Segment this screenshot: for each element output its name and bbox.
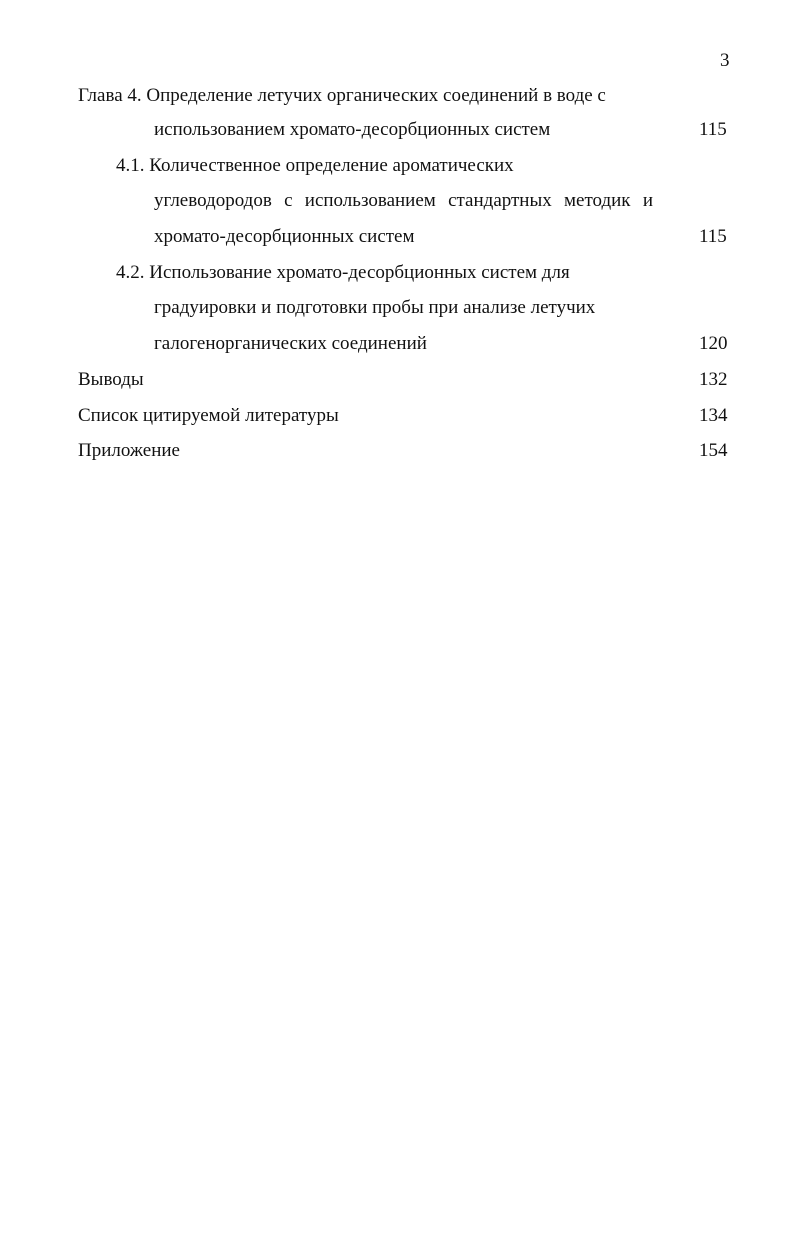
- toc-entry-title-line: Список цитируемой литературы: [78, 405, 339, 426]
- toc-entry-page: 134: [699, 405, 728, 426]
- toc-entry-title-line: градуировки и подготовки пробы при анализе летучих: [154, 297, 596, 318]
- toc-entry-title-line: Выводы: [78, 369, 144, 390]
- toc-entry-title-line: 4.2. Использование хромато-десорбционных систем для: [116, 262, 570, 283]
- toc-entry-page: 132: [699, 369, 728, 390]
- toc-entry-title-line: Глава 4. Определение летучих органических соединений в воде с: [78, 85, 606, 106]
- toc-entry-page: 154: [699, 440, 728, 461]
- toc-entry-title-line: галогенорганических соединений: [154, 333, 427, 354]
- toc-entry-page: 120: [699, 333, 728, 354]
- toc-entry-page: 115: [699, 226, 727, 247]
- toc-entry-title-line: хромато-десорбционных систем: [154, 226, 415, 247]
- toc-entry-title-line: Приложение: [78, 440, 180, 461]
- toc-entry-title-line: углеводородов с использованием стандартных методик и: [154, 190, 653, 211]
- toc-entry-page: 115: [699, 119, 727, 140]
- toc-entry-title-line: использованием хромато-десорбционных систем: [154, 119, 551, 140]
- page-number: 3: [720, 50, 730, 71]
- toc-entry-title-line: 4.1. Количественное определение ароматических: [116, 155, 514, 176]
